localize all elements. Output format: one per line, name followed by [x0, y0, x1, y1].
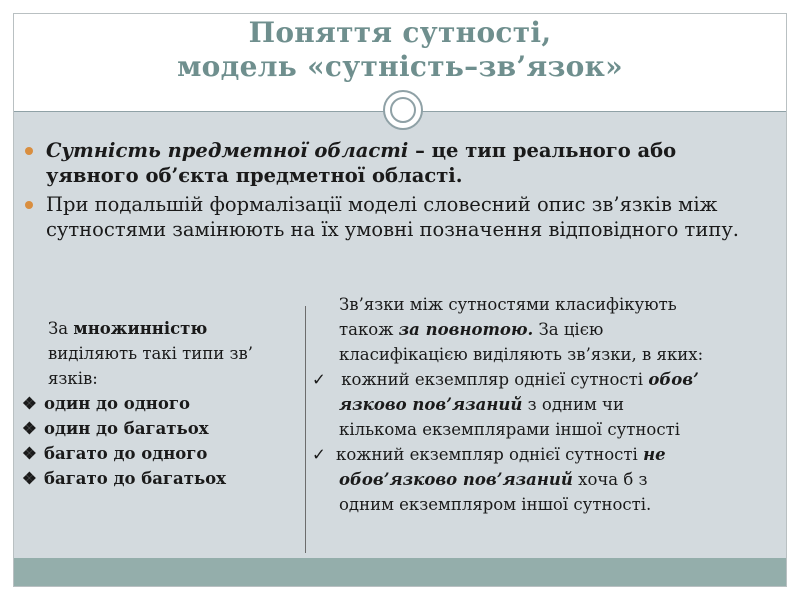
term-completeness: за повнотою.: [398, 320, 534, 339]
check-item-optional-line-2: [312, 467, 782, 492]
multiplicity-intro-line-3: язків:: [48, 369, 98, 388]
circle-ornament-inner: [390, 97, 416, 123]
checkmark-icon: ✓: [312, 370, 326, 389]
term-mandatory: обов’: [648, 370, 699, 389]
check-item-optional-line-1: [312, 442, 782, 467]
column-divider: [305, 306, 306, 553]
bullet-definition: [22, 138, 772, 188]
check-text: з одним чи: [522, 395, 624, 414]
item-label: багато до багатьох: [44, 469, 226, 488]
term-not: не: [643, 445, 666, 464]
bullet-dot-icon: [25, 201, 33, 209]
term-mandatory-rest: язково пов’язаний: [339, 395, 523, 414]
check-item-mandatory-line-3: кількома екземплярами іншої сутності: [339, 420, 680, 439]
intro-prefix: За: [48, 319, 74, 338]
intro-suffix: За цією: [533, 320, 604, 339]
bottom-band: [14, 558, 786, 586]
completeness-intro-line-2: [312, 317, 782, 342]
definition-text: – це тип реального або уявного об’єкта предметної області.: [46, 139, 677, 187]
completeness-intro-line-3: класифікацією виділяють зв’язки, в яких:: [339, 345, 704, 364]
slide-title-line-2: модель «сутність–зв’язок»: [177, 50, 623, 83]
list-item: [22, 441, 292, 466]
term-multiplicity: множинністю: [73, 319, 208, 338]
circle-ornament-icon: [383, 90, 423, 130]
item-label: один до одного: [44, 394, 191, 413]
term-entity: Сутність предметної області: [46, 139, 409, 162]
completeness-intro-line-1: Зв’язки між сутностями класифікують: [339, 295, 677, 314]
diamond-bullet-icon: ❖: [22, 394, 37, 413]
list-item: [22, 416, 292, 441]
diamond-bullet-icon: ❖: [22, 444, 37, 463]
check-text: кожний екземпляр однієї сутності: [336, 370, 649, 389]
formalization-text: При подальшій формалізації моделі словесний опис зв’язків між сутностями замінюють на їх умовні позначення відповідного типу.: [46, 193, 740, 241]
check-text: хоча б з: [572, 470, 648, 489]
slide-title-line-1: Поняття сутності,: [248, 16, 552, 49]
checkmark-icon: ✓: [312, 445, 326, 464]
intro-prefix: також: [339, 320, 399, 339]
item-label: один до багатьох: [44, 419, 209, 438]
check-item-mandatory-line-2: [312, 392, 782, 417]
multiplicity-intro-line-2: виділяють такі типи зв’: [48, 344, 254, 363]
diamond-bullet-icon: ❖: [22, 419, 37, 438]
check-item-optional-line-3: одним екземпляром іншої сутності.: [339, 495, 652, 514]
term-optional: обов’язково пов’язаний: [339, 470, 573, 489]
bullet-list: [22, 138, 772, 242]
check-text: кожний екземпляр однієї сутності: [336, 445, 644, 464]
diamond-bullet-icon: ❖: [22, 469, 37, 488]
bullet-dot-icon: [25, 147, 33, 155]
bullet-formalization: [22, 192, 772, 242]
completeness-column: [312, 292, 782, 517]
multiplicity-column: [22, 316, 292, 491]
check-item-mandatory-line-1: [312, 367, 782, 392]
list-item: [22, 391, 292, 416]
list-item: [22, 466, 292, 491]
multiplicity-intro-line-1: [22, 316, 292, 341]
item-label: багато до одного: [44, 444, 208, 463]
